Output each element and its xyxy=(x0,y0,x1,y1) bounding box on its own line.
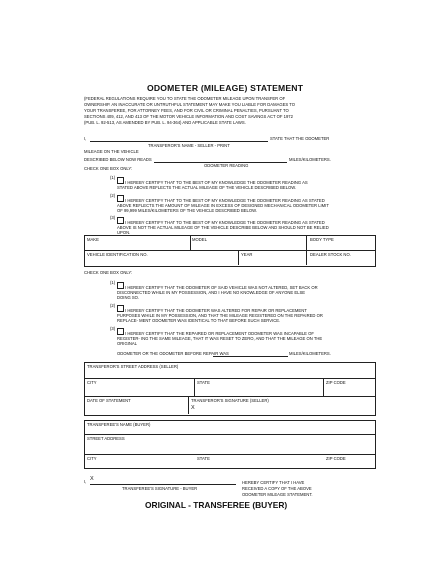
cert-text: I HEREBY CERTIFY THAT TO THE BEST OF MY KNOWLEDGE THE ODOMETER READING AS STATED xyxy=(125,198,325,203)
copy-designation: ORIGINAL - TRANSFEREE (BUYER) xyxy=(145,500,288,510)
cert-number: (3) xyxy=(110,326,116,331)
altered-repair-checkbox[interactable] xyxy=(117,305,124,312)
mileage-on-vehicle-text: MILEAGE ON THE VEHICLE xyxy=(84,149,139,154)
cert-number: (1) xyxy=(110,280,116,285)
buyer-signature-field[interactable] xyxy=(90,484,236,485)
cert-text: DISCONNECTED WHILE IN MY POSSESSION, AND I HAVE NO KNOWLEDGE OF ANYONE ELSE xyxy=(117,290,306,295)
cert-text: UPON. xyxy=(117,230,131,235)
seller-street-cell[interactable]: TRANSFEROR'S STREET ADDRESS (SELLER) xyxy=(87,364,179,369)
odometer-reading-suffix: MILES/KILOMETERS. xyxy=(289,157,331,162)
cert-text: I HEREBY CERTIFY THAT TO THE BEST OF MY KNOWLEDGE THE ODOMETER READING AS STATED xyxy=(125,220,325,225)
cert-text: I HEREBY CERTIFY THAT THE REPAIRED OR REPLACEMENT ODOMETER WAS INCAPABLE OF xyxy=(125,331,314,336)
seller-name-caption: TRANSFEROR'S NAME - SELLER - PRINT xyxy=(148,143,230,148)
odometer-reading-caption: ODOMETER READING xyxy=(204,163,249,168)
seller-name-prefix: I, xyxy=(84,136,87,141)
cert-text: REGISTER- ING THE SAME MILEAGE, THAT IT WAS RESET TO ZERO, AND THAT THE MILEAGE ON THE xyxy=(117,336,323,341)
seller-state-cell[interactable]: STATE xyxy=(197,380,210,385)
cert-number: (2) xyxy=(110,193,116,198)
before-repair-field[interactable] xyxy=(213,356,288,357)
before-repair-prefix: ODOMETER OR THE ODOMETER BEFORE REPAIR WAS xyxy=(117,351,229,356)
receipt-text: RECEIVED A COPY OF THE ABOVE xyxy=(242,486,312,491)
intro-line: (PUB. L. 92-513, AS AMENDED BY PUB. L. 94-364) AND APPLICABLE STATE LAWS. xyxy=(84,120,246,125)
cert-number: (1) xyxy=(110,175,116,180)
cert-text: I HEREBY CERTIFY THAT THE ODOMETER WAS ALTERED FOR REPAIR OR REPLACEMENT xyxy=(125,308,307,313)
model-cell[interactable]: MODEL xyxy=(192,237,207,242)
body-type-cell[interactable]: BODY TYPE xyxy=(310,237,334,242)
intro-line: SECTIONS 409, 412, AND 413 OF THE MOTOR VEHICLE INFORMATION AND COST SAVINGS ACT OF 1972 xyxy=(84,114,293,119)
page-title: ODOMETER (MILEAGE) STATEMENT xyxy=(147,83,304,93)
cert-text: I HEREBY CERTIFY THAT TO THE BEST OF MY KNOWLEDGE THE ODOMETER READING AS xyxy=(125,180,308,185)
seller-signature-cell[interactable]: TRANSFEROR'S SIGNATURE (SELLER) xyxy=(191,398,269,403)
date-of-statement-cell[interactable]: DATE OF STATEMENT xyxy=(87,398,131,403)
seller-table xyxy=(84,362,376,416)
cert-text: DOING SO. xyxy=(117,295,140,300)
buyer-signature-caption: TRANSFEREE'S SIGNATURE - BUYER xyxy=(122,486,198,491)
certify-not-actual-checkbox[interactable] xyxy=(117,217,124,224)
cert-text: STATED ABOVE REFLECTS THE ACTUAL MILEAGE OF THE VEHICLE DESCRIBED BELOW. xyxy=(117,185,297,190)
seller-name-suffix: STATE THAT THE ODOMETER xyxy=(270,136,330,141)
cert-text: ABOVE IS NOT THE ACTUAL MILEAGE OF THE VEHICLE DESCRIBE BELOW AND SHOULD NOT BE RELIED xyxy=(117,225,329,230)
buyer-street-cell[interactable]: STREET ADDRESS xyxy=(87,436,125,441)
cert-text: ORIGINAL xyxy=(117,341,138,346)
cert-text: OF 99,999 MILES/KILOMETERS OF THE VEHICLE DESCRIBED BELOW. xyxy=(117,208,258,213)
cert-number: (2) xyxy=(110,303,116,308)
not-altered-checkbox[interactable] xyxy=(117,282,124,289)
cert-text: PURPOSES WHILE IN MY POSSESSION, AND THAT THE MILEAGE REGISTERED ON THE REPAIRED OR xyxy=(117,313,323,318)
year-cell[interactable]: YEAR xyxy=(241,252,253,257)
buyer-signature-x: X xyxy=(90,476,94,482)
buyer-table xyxy=(84,420,376,469)
cert-number: (3) xyxy=(110,215,116,220)
buyer-signature-prefix: I, xyxy=(84,479,87,484)
before-repair-suffix: MILES/KILOMETERS. xyxy=(289,351,331,356)
buyer-zip-cell[interactable]: ZIP CODE xyxy=(326,456,346,461)
receipt-text: HEREBY CERTIFY THAT I HAVE xyxy=(242,480,305,485)
seller-city-cell[interactable]: CITY xyxy=(87,380,97,385)
odometer-reading-prefix: DESCRIBED BELOW NOW READS xyxy=(84,157,152,162)
dealer-stock-cell[interactable]: DEALER STOCK NO. xyxy=(310,252,351,257)
buyer-city-cell[interactable]: CITY xyxy=(87,456,97,461)
check-one-heading: CHECK ONE BOX ONLY: xyxy=(84,270,133,275)
intro-line: YOUR TRANSFEREE, FOR ATTORNEY FEES, AND FOR CIVIL OR CRIMINAL PENALTIES, PURSUANT TO xyxy=(84,108,289,113)
certify-actual-mileage-checkbox[interactable] xyxy=(117,177,124,184)
cert-text: ABOVE REFLECTS THE AMOUNT OF MILEAGE IN EXCESS OF DESIGNED MECHANICAL ODOMETER LIMIT xyxy=(117,203,329,208)
certify-excess-limit-checkbox[interactable] xyxy=(117,195,124,202)
receipt-text: ODOMETER MILEAGE STATEMENT. xyxy=(242,492,313,497)
intro-line: OWNERSHIP. AN INACCURATE OR UNTRUTHFUL STATEMENT MAY MAKE YOU LIABLE FOR DAMAGES TO xyxy=(84,102,296,107)
seller-zip-cell[interactable]: ZIP CODE xyxy=(326,380,346,385)
cert-text: I HEREBY CERTIFY THAT THE ODOMETER OF SAID VEHICLE WAS NOT ALTERED, SET BACK OR xyxy=(125,285,318,290)
buyer-state-cell[interactable]: STATE xyxy=(197,456,210,461)
buyer-name-cell[interactable]: TRANSFEREE'S NAME (BUYER) xyxy=(87,422,151,427)
check-one-heading: CHECK ONE BOX ONLY: xyxy=(84,166,133,171)
seller-signature-x: X xyxy=(191,405,195,411)
make-cell[interactable]: MAKE xyxy=(87,237,99,242)
seller-name-field[interactable] xyxy=(90,141,268,142)
cert-text: REPLACE- MENT ODOMETER WAS IDENTICAL TO THAT BEFORE SUCH SERVICE. xyxy=(117,318,281,323)
vin-cell[interactable]: VEHICLE IDENTIFICATION NO. xyxy=(87,252,148,257)
reset-to-zero-checkbox[interactable] xyxy=(117,328,124,335)
intro-line: (FEDERAL REGULATIONS REQUIRE YOU TO STATE THE ODOMETER MILEAGE UPON TRANSFER OF xyxy=(84,96,286,101)
